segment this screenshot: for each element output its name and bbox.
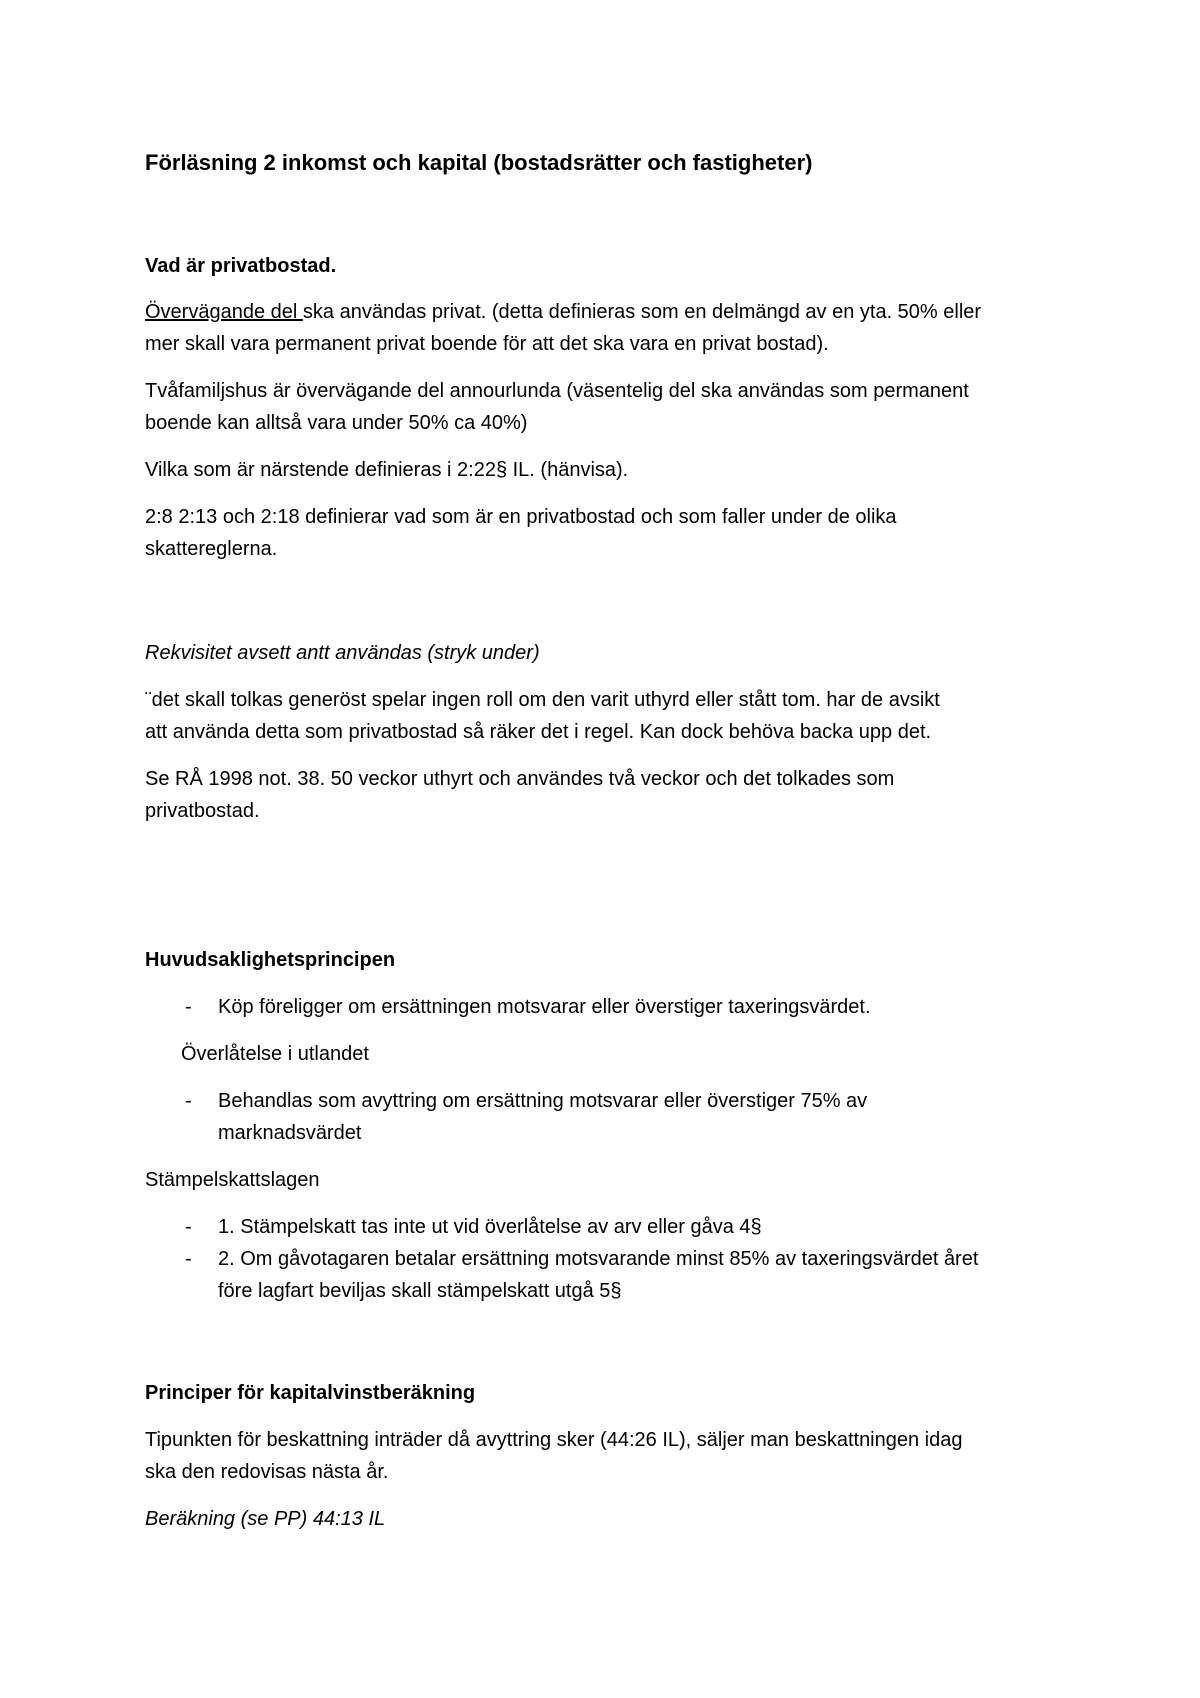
document-title: Förläsning 2 inkomst och kapital (bostadsrätter och fastigheter) — [145, 150, 813, 175]
bullet-text: före lagfart beviljas skall stämpelskatt utgå 5§ — [218, 1280, 622, 1302]
paragraph-line: Tvåfamiljshus är övervägande del annourlunda (väsentelig del ska användas som permanent — [145, 380, 969, 402]
paragraph-line: Se RÅ 1998 not. 38. 50 veckor uthyrt och användes två veckor och det tolkades som — [145, 768, 895, 790]
section-heading-huvudsaklighet: Huvudsaklighetsprincipen — [145, 949, 396, 971]
underlined-phrase: Övervägande del — [145, 301, 303, 323]
paragraph-line: att använda detta som privatbostad så räker det i regel. Kan dock behöva backa upp det. — [145, 721, 932, 743]
paragraph-line: mer skall vara permanent privat boende för att det ska vara en privat bostad). — [145, 333, 829, 355]
section-heading-privatbostad: Vad är privatbostad. — [145, 255, 337, 277]
bullet-text: 2. Om gåvotagaren betalar ersättning motsvarande minst 85% av taxeringsvärdet året — [218, 1248, 979, 1270]
bullet-text: Behandlas som avyttring om ersättning motsvarar eller överstiger 75% av — [218, 1090, 868, 1112]
section-heading-kapitalvinst: Principer för kapitalvinstberäkning — [145, 1382, 476, 1404]
bullet-text: Köp föreligger om ersättningen motsvarar eller överstiger taxeringsvärdet. — [218, 996, 871, 1018]
bullet-dash: - — [185, 1248, 192, 1270]
bullet-dash: - — [185, 1216, 192, 1238]
bullet-text: marknadsvärdet — [218, 1122, 362, 1144]
paragraph-line: 2:8 2:13 och 2:18 definierar vad som är en privatbostad och som faller under de olika — [145, 506, 897, 528]
paragraph-line: boende kan alltså vara under 50% ca 40%) — [145, 412, 528, 434]
subheading-utlandet: Överlåtelse i utlandet — [181, 1043, 369, 1065]
paragraph-line: ska den redovisas nästa år. — [145, 1461, 389, 1483]
paragraph-line: skattereglerna. — [145, 538, 278, 560]
paragraph-line: Vilka som är närstende definieras i 2:22§ IL. (hänvisa). — [145, 459, 629, 481]
bullet-text: 1. Stämpelskatt tas inte ut vid överlåtelse av arv eller gåva 4§ — [218, 1216, 762, 1238]
paragraph-line: ¨det skall tolkas generöst spelar ingen roll om den varit uthyrd eller stått tom. har de avsikt — [145, 689, 940, 711]
paragraph-line — [145, 296, 981, 328]
section-heading-rekvisitet: Rekvisitet avsett antt användas (stryk under) — [145, 642, 540, 664]
bullet-dash: - — [185, 1090, 192, 1112]
paragraph-line: Tipunkten för beskattning inträder då avyttring sker (44:26 IL), säljer man beskattningen idag — [145, 1429, 963, 1451]
paragraph-line-italic: Beräkning (se PP) 44:13 IL — [145, 1508, 386, 1530]
paragraph-line: privatbostad. — [145, 800, 260, 822]
subheading-stampelskattslagen: Stämpelskattslagen — [145, 1169, 320, 1191]
bullet-dash: - — [185, 996, 192, 1018]
paragraph-text: ska användas privat. (detta definieras som en delmängd av en yta. 50% eller — [302, 301, 982, 323]
